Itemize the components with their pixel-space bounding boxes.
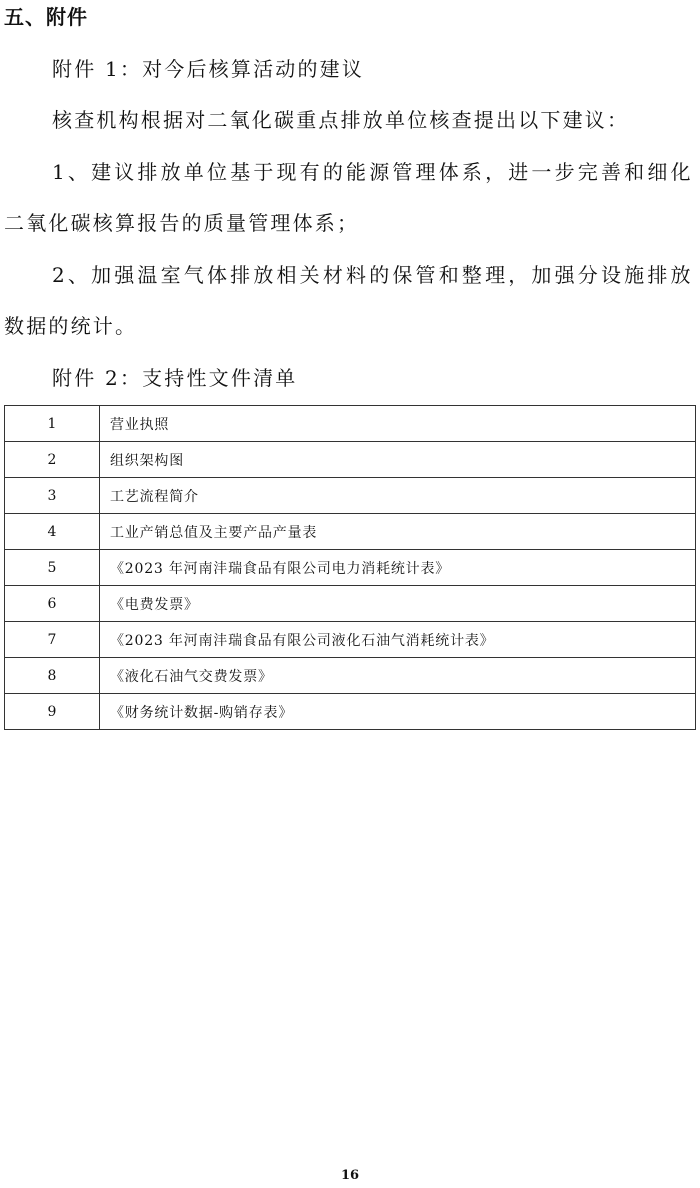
table-row [5,586,696,622]
table-row [5,478,696,514]
file-number: 6 [5,586,100,622]
file-number: 3 [5,478,100,514]
file-name: 《财务统计数据-购销存表》 [100,694,696,730]
attachment1-intro: 核查机构根据对二氧化碳重点排放单位核查提出以下建议： [52,108,630,132]
table-row [5,658,696,694]
file-name: 组织架构图 [100,442,696,478]
suggestion1-line2: 二氧化碳核算报告的质量管理体系； [4,211,360,235]
file-number: 8 [5,658,100,694]
file-number: 9 [5,694,100,730]
file-name: 《电费发票》 [100,586,696,622]
file-name: 工业产销总值及主要产品产量表 [100,514,696,550]
table-row [5,406,696,442]
file-number: 7 [5,622,100,658]
file-number: 2 [5,442,100,478]
file-name: 《2023 年河南沣瑞食品有限公司液化石油气消耗统计表》 [100,622,696,658]
supporting-files-table [4,405,696,730]
suggestion2-line1: 2、加强温室气体排放相关材料的保管和整理，加强分设施排放 [52,263,692,287]
file-name: 《液化石油气交费发票》 [100,658,696,694]
suggestion2-line2: 数据的统计。 [4,314,138,338]
file-number: 5 [5,550,100,586]
suggestion1-line1: 1、建议排放单位基于现有的能源管理体系，进一步完善和细化 [52,160,692,184]
table-row [5,442,696,478]
file-number: 4 [5,514,100,550]
attachment1-title: 附件 1：对今后核算活动的建议 [52,57,365,81]
file-number: 1 [5,406,100,442]
table-row [5,514,696,550]
file-name: 营业执照 [100,406,696,442]
file-name: 《2023 年河南沣瑞食品有限公司电力消耗统计表》 [100,550,696,586]
file-name: 工艺流程简介 [100,478,696,514]
table-row [5,622,696,658]
page-number: 16 [340,1168,360,1183]
section-heading: 五、附件 [4,5,88,29]
table-row [5,694,696,730]
attachment2-title: 附件 2：支持性文件清单 [52,366,298,390]
table-row [5,550,696,586]
